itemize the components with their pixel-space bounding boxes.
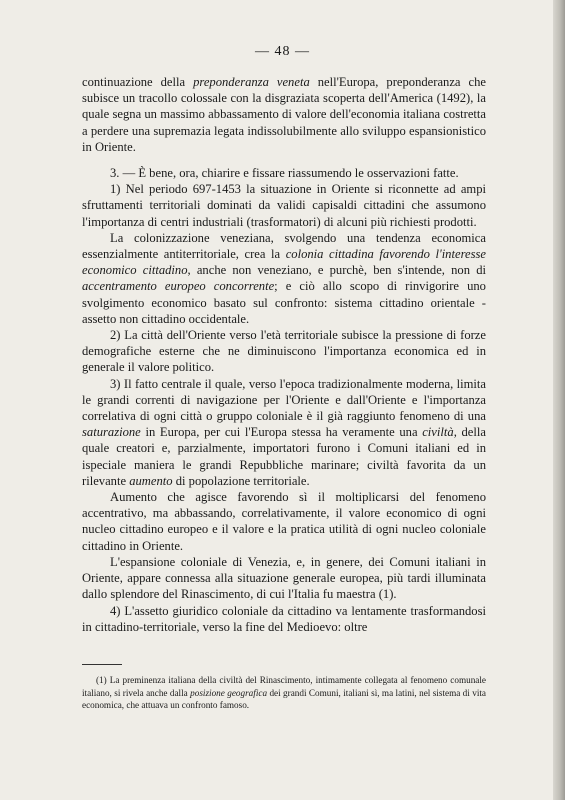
point-2: 2) La città dell'Oriente verso l'età territoriale subisce la pressione di forze demografiche esterne che ne diminuiscono l'importanza economica ed in generale il valore politico.: [82, 328, 486, 375]
footnote-divider: [82, 664, 122, 665]
book-spine-edge: [553, 0, 565, 800]
text-run: , della quale creatori e, parzialmente, importatori furono i Comuni italiani ed in ispeciale maniera le grandi Repubbliche marinare; civiltà favorita da un rilevante: [82, 425, 486, 488]
italic-run: civiltà: [422, 425, 454, 440]
italic-run: aumento: [129, 473, 173, 488]
text-run: continuazione della: [82, 75, 194, 89]
footnote: [82, 674, 486, 712]
italic-run: posizione geografica: [190, 687, 268, 698]
text-run: , anche non veneziano, e purchè, ben s'intende, non di: [187, 263, 486, 278]
section-3-intro: 3. — È bene, ora, chiarire e fissare riassumendo le osservazioni fatte.: [110, 166, 459, 181]
text-run: (1) La preminenza italiana della civiltà del Rinascimento, intimamente collegata al fenomeno comunale italiano, si rivela anche dalla: [82, 675, 486, 698]
footnote-1: [82, 674, 486, 712]
italic-run: colonia cittadina favorendo l'interesse economico cittadino: [82, 247, 486, 278]
paragraph-aumento: Aumento che agisce favorendo sì il moltiplicarsi del fenomeno accentrativo, ma abbassando, correlativamente, il valore economico di ogni nucleo cittadino europeo e il valore e la pratica utilità di ogni nucleo coloniale cittadino in Oriente.: [82, 490, 486, 553]
text-run: in Europa, per cui l'Europa stessa ha veramente una: [140, 425, 423, 440]
main-text: [82, 74, 486, 635]
text-run: dei grandi Comuni, italiani sì, ma latini, nel sistema di vita economica, che attuava un confronto famoso.: [82, 687, 486, 710]
text-run: di popolazione territoriale.: [172, 473, 310, 488]
paragraph-espansione: L'espansione coloniale di Venezia, e, in genere, dei Comuni italiani in Oriente, appare connessa alla situazione generale europea, più tardi illuminata dallo splendore del Rinascimento, di cui l'Italia fu maestra (1).: [82, 554, 486, 602]
italic-run: preponderanza veneta: [193, 75, 310, 89]
paragraph-colonization: [82, 230, 486, 327]
italic-run: accentramento europeo concorrente: [82, 279, 275, 294]
point-3: [82, 376, 486, 489]
text-run: ; e ciò allo scopo di rinvigorire uno svolgimento economico basato sul confronto: sistema cittadino orientale - assetto non cittadino occidentale.: [82, 279, 486, 326]
text-run: La colonizzazione veneziana, svolgendo una tendenza economica essenzialmente antiterritoriale, crea la: [82, 230, 486, 262]
paragraph-1: [82, 74, 486, 155]
text-run: nell'Europa, preponderanza che subisce un tracollo colossale con la disgraziata scoperta dell'America (1492), la quale segna un massimo abbassamento di valore dell'economia italiana costretta a perdere una supremazia legata indissolubilmente allo sviluppo espansionistico in Oriente.: [82, 75, 486, 154]
point-1: 1) Nel periodo 697-1453 la situazione in Oriente si riconnette ad ampi sfruttamenti territoriali dominati da validi capisaldi cittadini che assumono l'importanza di centri industriali (trasformatori) di alcuni più richiesti prodotti.: [82, 182, 486, 229]
page-number: — 48 —: [255, 44, 310, 59]
point-4: 4) L'assetto giuridico coloniale da cittadino va lentamente trasformandosi in cittadino-territoriale, verso la fine del Medioevo: oltre: [82, 603, 486, 634]
text-run: 3) Il fatto centrale il quale, verso l'epoca tradizionalmente moderna, limita le grandi correnti di navigazione per l'Oriente e dall'Oriente e l'importanza correlativa di ogni città o gruppo coloniale è il già raggiunto fenomeno di una: [82, 376, 486, 424]
italic-run: saturazione: [82, 425, 141, 440]
